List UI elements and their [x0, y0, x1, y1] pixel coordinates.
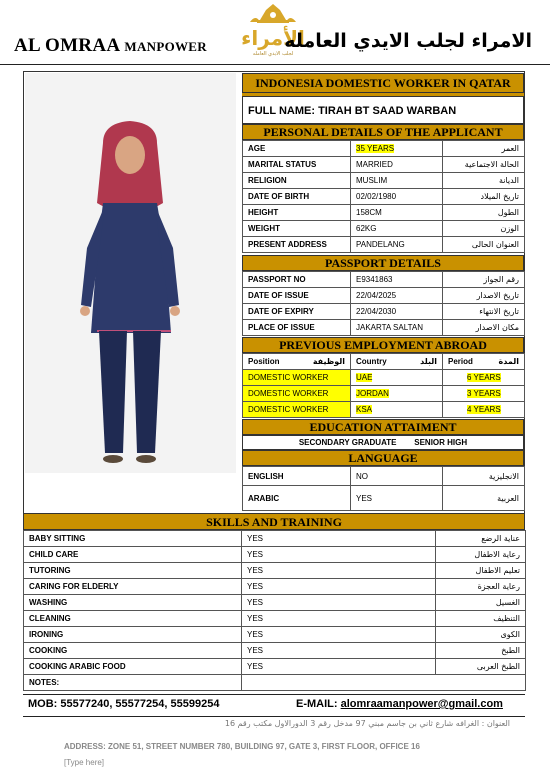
skills-table [23, 530, 526, 691]
applicant-photo [25, 73, 236, 473]
footer-divider-top [23, 694, 525, 695]
table-row: DOMESTIC WORKER KSA 4 YEARS [243, 402, 525, 418]
education-heading: EDUCATION ATTAIMENT [242, 419, 524, 435]
table-row: DOMESTIC WORKER JORDAN 3 YEARS [243, 386, 525, 402]
table-row: WEIGHT 62KG الوزن [243, 221, 525, 237]
language-heading: LANGUAGE [242, 450, 524, 466]
passport-heading: PASSPORT DETAILS [242, 255, 524, 271]
table-row: AGE 35 YEARS العمر [243, 141, 525, 157]
employment-table [242, 353, 525, 418]
table-row: RELIGION MUSLIM الديانة [243, 173, 525, 189]
table-row: PASSPORT NO E9341863 رقم الجواز [243, 272, 525, 288]
notes-row: NOTES: [24, 675, 526, 691]
footer-placeholder[interactable]: [Type here] [64, 758, 105, 767]
table-row: DATE OF BIRTH 02/02/1980 تاريخ الميلاد [243, 189, 525, 205]
footer-divider-bottom [23, 716, 525, 717]
skills-heading: SKILLS AND TRAINING [23, 513, 525, 530]
table-row: HEIGHT 158CM الطول [243, 205, 525, 221]
passport-table [242, 271, 525, 336]
personal-details-heading: PERSONAL DETAILS OF THE APPLICANT [242, 124, 524, 140]
full-name: FULL NAME: TIRAH BT SAAD WARBAN [242, 96, 524, 124]
table-row: DOMESTIC WORKER UAE 6 YEARS [243, 370, 525, 386]
header-divider [0, 64, 550, 65]
email-link[interactable]: alomraamanpower@gmail.com [340, 698, 503, 710]
table-row: CLEANING YES التنظيف [24, 611, 526, 627]
table-row: CARING FOR ELDERLY YES رعاية العجزة [24, 579, 526, 595]
title-bar: INDONESIA DOMESTIC WORKER IN QATAR [242, 73, 524, 93]
table-row: PLACE OF ISSUE JAKARTA SALTAN مكان الاصدار [243, 320, 525, 336]
table-row: IRONING YES الكوى [24, 627, 526, 643]
mobile-numbers: MOB: 55577240, 55577254, 55599254 [28, 698, 220, 710]
email-block: E-MAIL: alomraamanpower@gmail.com [296, 698, 503, 710]
table-row: MARITAL STATUS MARRIED الحالة الاجتماعية [243, 157, 525, 173]
table-row: DATE OF ISSUE 22/04/2025 تاريخ الاصدار [243, 288, 525, 304]
svg-text:الأمراء: الأمراء [241, 26, 305, 50]
address-arabic: العنوان : الغرافه شارع ثاني بن جاسم مبني 97 مدخل رقم 3 الدورالاول مكتب رقم 16 [224, 719, 510, 728]
employment-header-row: Position الوظيفة Country البلد Period المدة [243, 354, 525, 370]
education-value: SECONDARY GRADUATE SENIOR HIGH [242, 435, 524, 450]
table-row: COOKING ARABIC FOOD YES الطبخ العربى [24, 659, 526, 675]
table-row: TUTORING YES تعليم الاطفال [24, 563, 526, 579]
table-row: WASHING YES الغسيل [24, 595, 526, 611]
table-row: ARABIC YES العربية [243, 486, 525, 511]
table-row: ENGLISH NO الانجليزية [243, 467, 525, 486]
svg-text:لجلب الايدي العامله: لجلب الايدي العامله [252, 51, 294, 57]
company-name-english: AL OMRAA MANPOWER [14, 35, 207, 56]
language-table [242, 466, 525, 511]
address-english: ADDRESS: ZONE 51, STREET NUMBER 780, BUILDING 97, GATE 3, FIRST FLOOR, OFFICE 16 [64, 742, 420, 751]
table-row: DATE OF EXPIRY 22/04/2030 تاريخ الانتهاء [243, 304, 525, 320]
table-row: CHILD CARE YES رعاية الاطفال [24, 547, 526, 563]
table-row: COOKING YES الطبخ [24, 643, 526, 659]
table-row: BABY SITTING YES عناية الرضع [24, 531, 526, 547]
table-row: PRESENT ADDRESS PANDELANG العنوان الحالى [243, 237, 525, 253]
company-name-arabic: الامراء لجلب الايدي العامله [284, 30, 532, 52]
personal-details-table [242, 140, 525, 253]
employment-heading: PREVIOUS EMPLOYMENT ABROAD [242, 337, 524, 353]
